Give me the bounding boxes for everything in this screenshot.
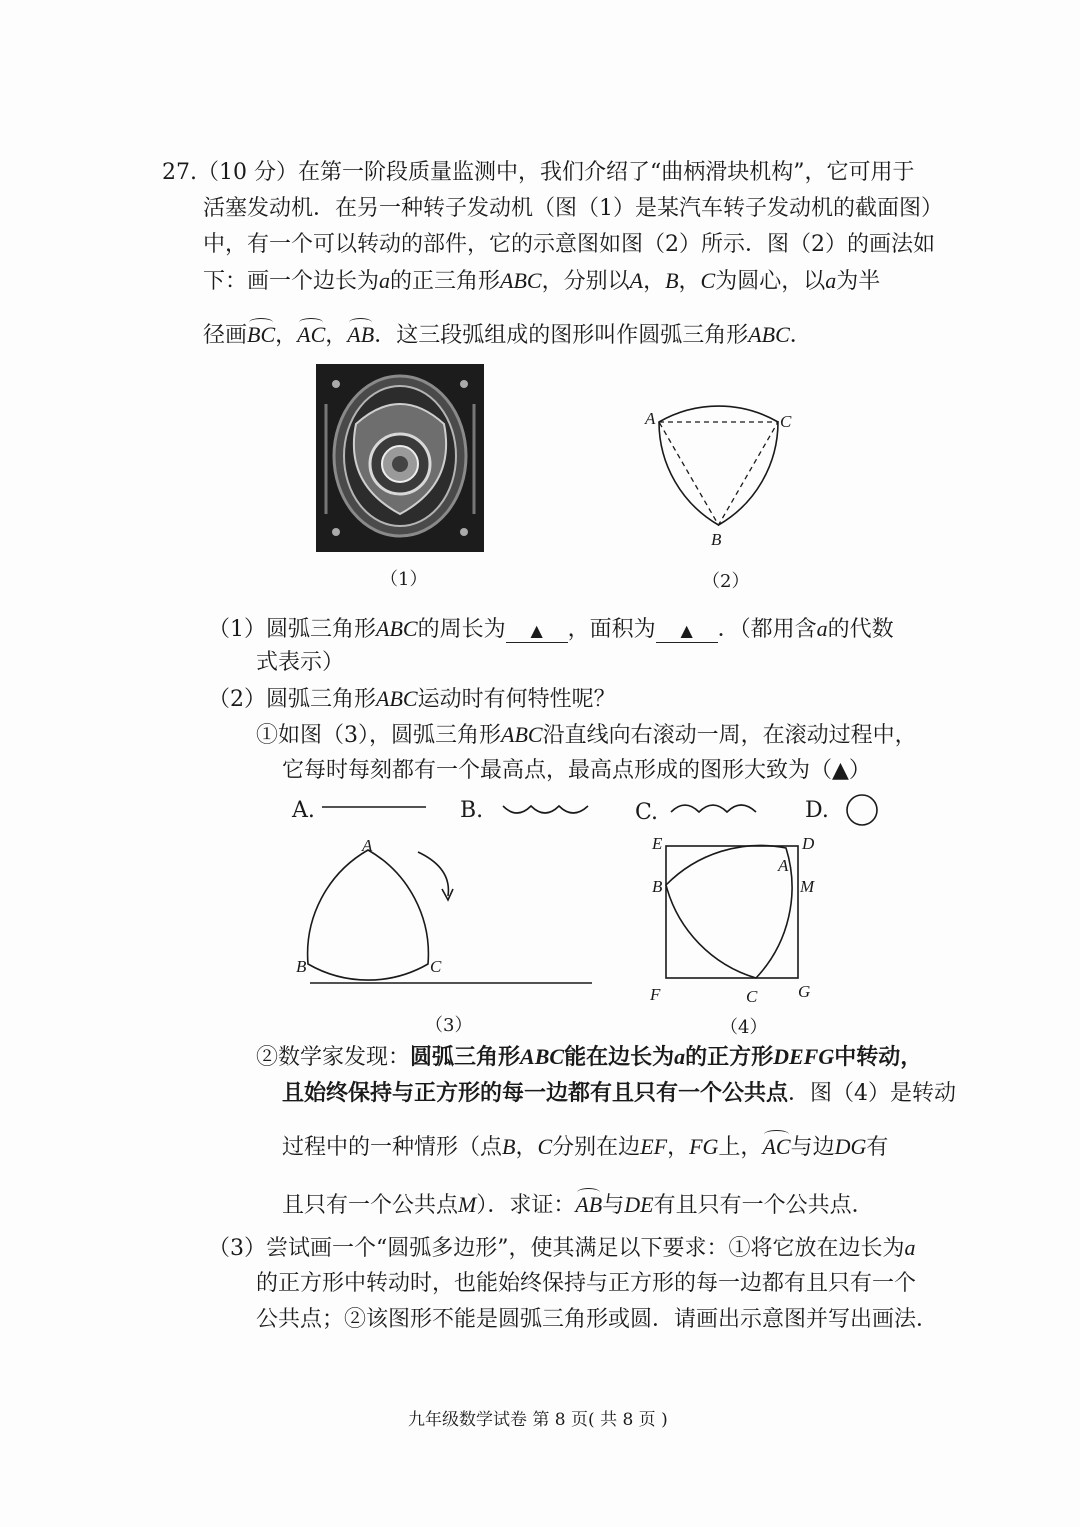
intro-text: ，分别以 [541, 269, 630, 294]
part-2-number: （2） [208, 687, 266, 712]
var-abc: ABC [520, 1044, 565, 1069]
intro-line-3: 中，有一个可以转动的部件，它的示意图如图（2）所示．图（2）的画法如 [203, 232, 935, 257]
part-2-text: ②数学家发现： [256, 1045, 411, 1070]
var-a: a [379, 268, 391, 293]
part-1-text: 的周长为 [417, 617, 506, 642]
part-1-text: 圆弧三角形 [266, 617, 377, 642]
var-abc: ABC [376, 616, 418, 641]
part-2-sub2-line-2 [282, 1080, 956, 1107]
figure-3-caption: （3） [425, 1015, 473, 1036]
var-c-point: C [700, 268, 716, 293]
fig2-label-c: C [780, 412, 792, 431]
part-2-line-1 [208, 686, 616, 713]
figure-2-caption: （2） [702, 571, 750, 592]
fig4-label-a: A [778, 856, 789, 875]
option-b-wave-down [500, 800, 596, 820]
part-2-text: ）．求证： [476, 1193, 576, 1218]
part-2-text: 与边 [790, 1135, 835, 1160]
part-1-number: （1） [208, 617, 266, 642]
part-2-sub1-line-1 [256, 722, 917, 749]
part-2-text: 且只有一个公共点 [282, 1193, 459, 1218]
intro-text: 为半 [836, 269, 881, 294]
part-1-line-2: 式表示） [256, 650, 345, 675]
var-a: a [816, 616, 828, 641]
figure-2-reuleaux-triangle [640, 400, 800, 550]
var-abc: ABC [748, 322, 790, 347]
arc-bc: BC [247, 322, 276, 347]
question-score: （10 分） [197, 160, 298, 185]
option-c-wave-up [668, 798, 764, 818]
part-2-text: 与 [602, 1193, 625, 1218]
part-2-text: 运动时有何特性呢？ [417, 687, 616, 712]
option-c-label[interactable]: C. [635, 800, 659, 825]
arc-ab: AB [347, 322, 375, 347]
intro-line-2: 活塞发动机．在另一种转子发动机（图（1）是某汽车转子发动机的截面图） [203, 196, 943, 221]
intro-line-4: 下：画一个边长为a的正三角形ABC，分别以A，B，C为圆心，以a为半 [203, 268, 881, 294]
question-number-label: 27. [162, 160, 197, 185]
var-b-point: B [502, 1134, 516, 1159]
perimeter-answer-blank[interactable]: ▲ [506, 620, 568, 643]
var-a-point: A [629, 268, 644, 293]
part-3-number: （3） [208, 1236, 266, 1261]
intro-text: 为圆心，以 [715, 269, 826, 294]
fig3-label-c: C [430, 957, 442, 976]
var-a: a [825, 268, 837, 293]
arc-ac: AC [297, 322, 326, 347]
var-b-point: B [665, 268, 679, 293]
part-2-sub1-line-2: 它每时每刻都有一个最高点，最高点形成的图形大致为（▲） [282, 758, 871, 783]
fig4-label-c: C [746, 987, 758, 1006]
part-2-sub2-line-4 [282, 1192, 874, 1219]
part-3-text: 尝试画一个“圆弧多边形”，使其满足以下要求：①将它放在边长为 [266, 1236, 905, 1261]
rotation-arrow-icon [418, 852, 448, 896]
var-abc: ABC [376, 686, 418, 711]
intro-text: 的正三角形 [390, 269, 501, 294]
arc-ac: AC [762, 1134, 791, 1159]
part-2-bold-text: 中转动， [834, 1044, 923, 1070]
area-answer-blank[interactable]: ▲ [656, 620, 718, 643]
var-a: a [674, 1044, 686, 1069]
intro-line-1: 在第一阶段质量监测中，我们介绍了“曲柄滑块机构”，它可用于 [298, 160, 915, 185]
fig4-label-f: F [650, 985, 661, 1004]
part-3-line-3: 公共点；②该图形不能是圆弧三角形或圆．请画出示意图并写出画法． [256, 1307, 939, 1332]
figure-3-rolling-triangle [300, 840, 600, 990]
fig4-label-d: D [802, 834, 815, 853]
part-2-sub2-line-1 [256, 1044, 922, 1071]
intro-line-5: 径画BC，AC，AB．这三段弧组成的图形叫作圆弧三角形ABC． [203, 322, 812, 348]
fig4-label-e: E [652, 834, 663, 853]
figure-1-caption: （1） [380, 569, 428, 590]
var-m-point: M [458, 1192, 477, 1217]
part-2-sub2-line-3: 过程中的一种情形（点B，C分别在边EF，FG上，AC与边DG有 [282, 1134, 889, 1160]
var-c-point: C [537, 1134, 553, 1159]
page-footer: 九年级数学试卷 第 8 页( 共 8 页 ) [408, 1410, 668, 1430]
fig3-label-a: A [362, 836, 373, 855]
var-ef: EF [640, 1134, 668, 1159]
part-2-text: 有 [866, 1135, 889, 1160]
arc-ab: AB [575, 1192, 603, 1217]
figure-4-caption: （4） [720, 1017, 768, 1038]
option-d-label[interactable]: D. [805, 798, 829, 823]
part-1-text: ，面积为 [567, 617, 656, 642]
var-de: DE [624, 1192, 654, 1217]
fig3-label-b: B [296, 957, 307, 976]
part-2-text: ①如图（3），圆弧三角形 [256, 723, 501, 748]
option-d-circle [844, 792, 880, 828]
fig4-label-b: B [652, 877, 663, 896]
part-3-line-2: 的正方形中转动时，也能始终保持与正方形的每一边都有且只有一个 [256, 1271, 917, 1296]
part-2-text: 分别在边 [552, 1135, 641, 1160]
option-b-label[interactable]: B. [460, 798, 484, 823]
engine-cross-section-image [316, 364, 484, 552]
option-a-straight-line [320, 804, 430, 816]
fig2-label-b: B [711, 530, 722, 549]
intro-text: 径画 [203, 323, 248, 348]
fig2-label-a: A [645, 409, 656, 428]
part-3-line-1 [208, 1235, 916, 1262]
part-1-text: ．（都用含 [717, 617, 817, 642]
figure-1-engine-photo [316, 364, 484, 552]
intro-text: ．这三段弧组成的图形叫作圆弧三角形 [374, 323, 749, 348]
fig4-label-g: G [798, 982, 811, 1001]
part-2-bold-text: 能在边长为 [564, 1044, 675, 1070]
part-1-line-1 [208, 616, 894, 643]
question-number [162, 160, 915, 186]
part-2-bold-text: 圆弧三角形 [410, 1044, 521, 1070]
part-2-text: ．图（4）是转动 [788, 1081, 957, 1106]
part-2-text: 沿直线向右滚动一周，在滚动过程中， [542, 723, 917, 748]
part-1-text: 的代数 [827, 617, 894, 642]
var-dg: DG [834, 1134, 867, 1159]
var-defg: DEFG [773, 1044, 835, 1069]
part-2-text: 上， [718, 1135, 763, 1160]
var-fg: FG [689, 1134, 719, 1159]
var-a: a [904, 1235, 916, 1260]
part-2-text: 有且只有一个公共点． [653, 1193, 874, 1218]
fig4-label-m: M [800, 877, 815, 896]
part-2-text: 过程中的一种情形（点 [282, 1135, 503, 1160]
part-2-bold-text: 且始终保持与正方形的每一边都有且只有一个公共点 [282, 1080, 789, 1106]
part-2-bold-text: 的正方形 [685, 1044, 774, 1070]
var-abc: ABC [501, 722, 543, 747]
var-abc: ABC [500, 268, 542, 293]
part-2-text: 圆弧三角形 [266, 687, 377, 712]
intro-text: 下：画一个边长为 [203, 269, 380, 294]
option-a-label[interactable]: A. [292, 798, 315, 823]
